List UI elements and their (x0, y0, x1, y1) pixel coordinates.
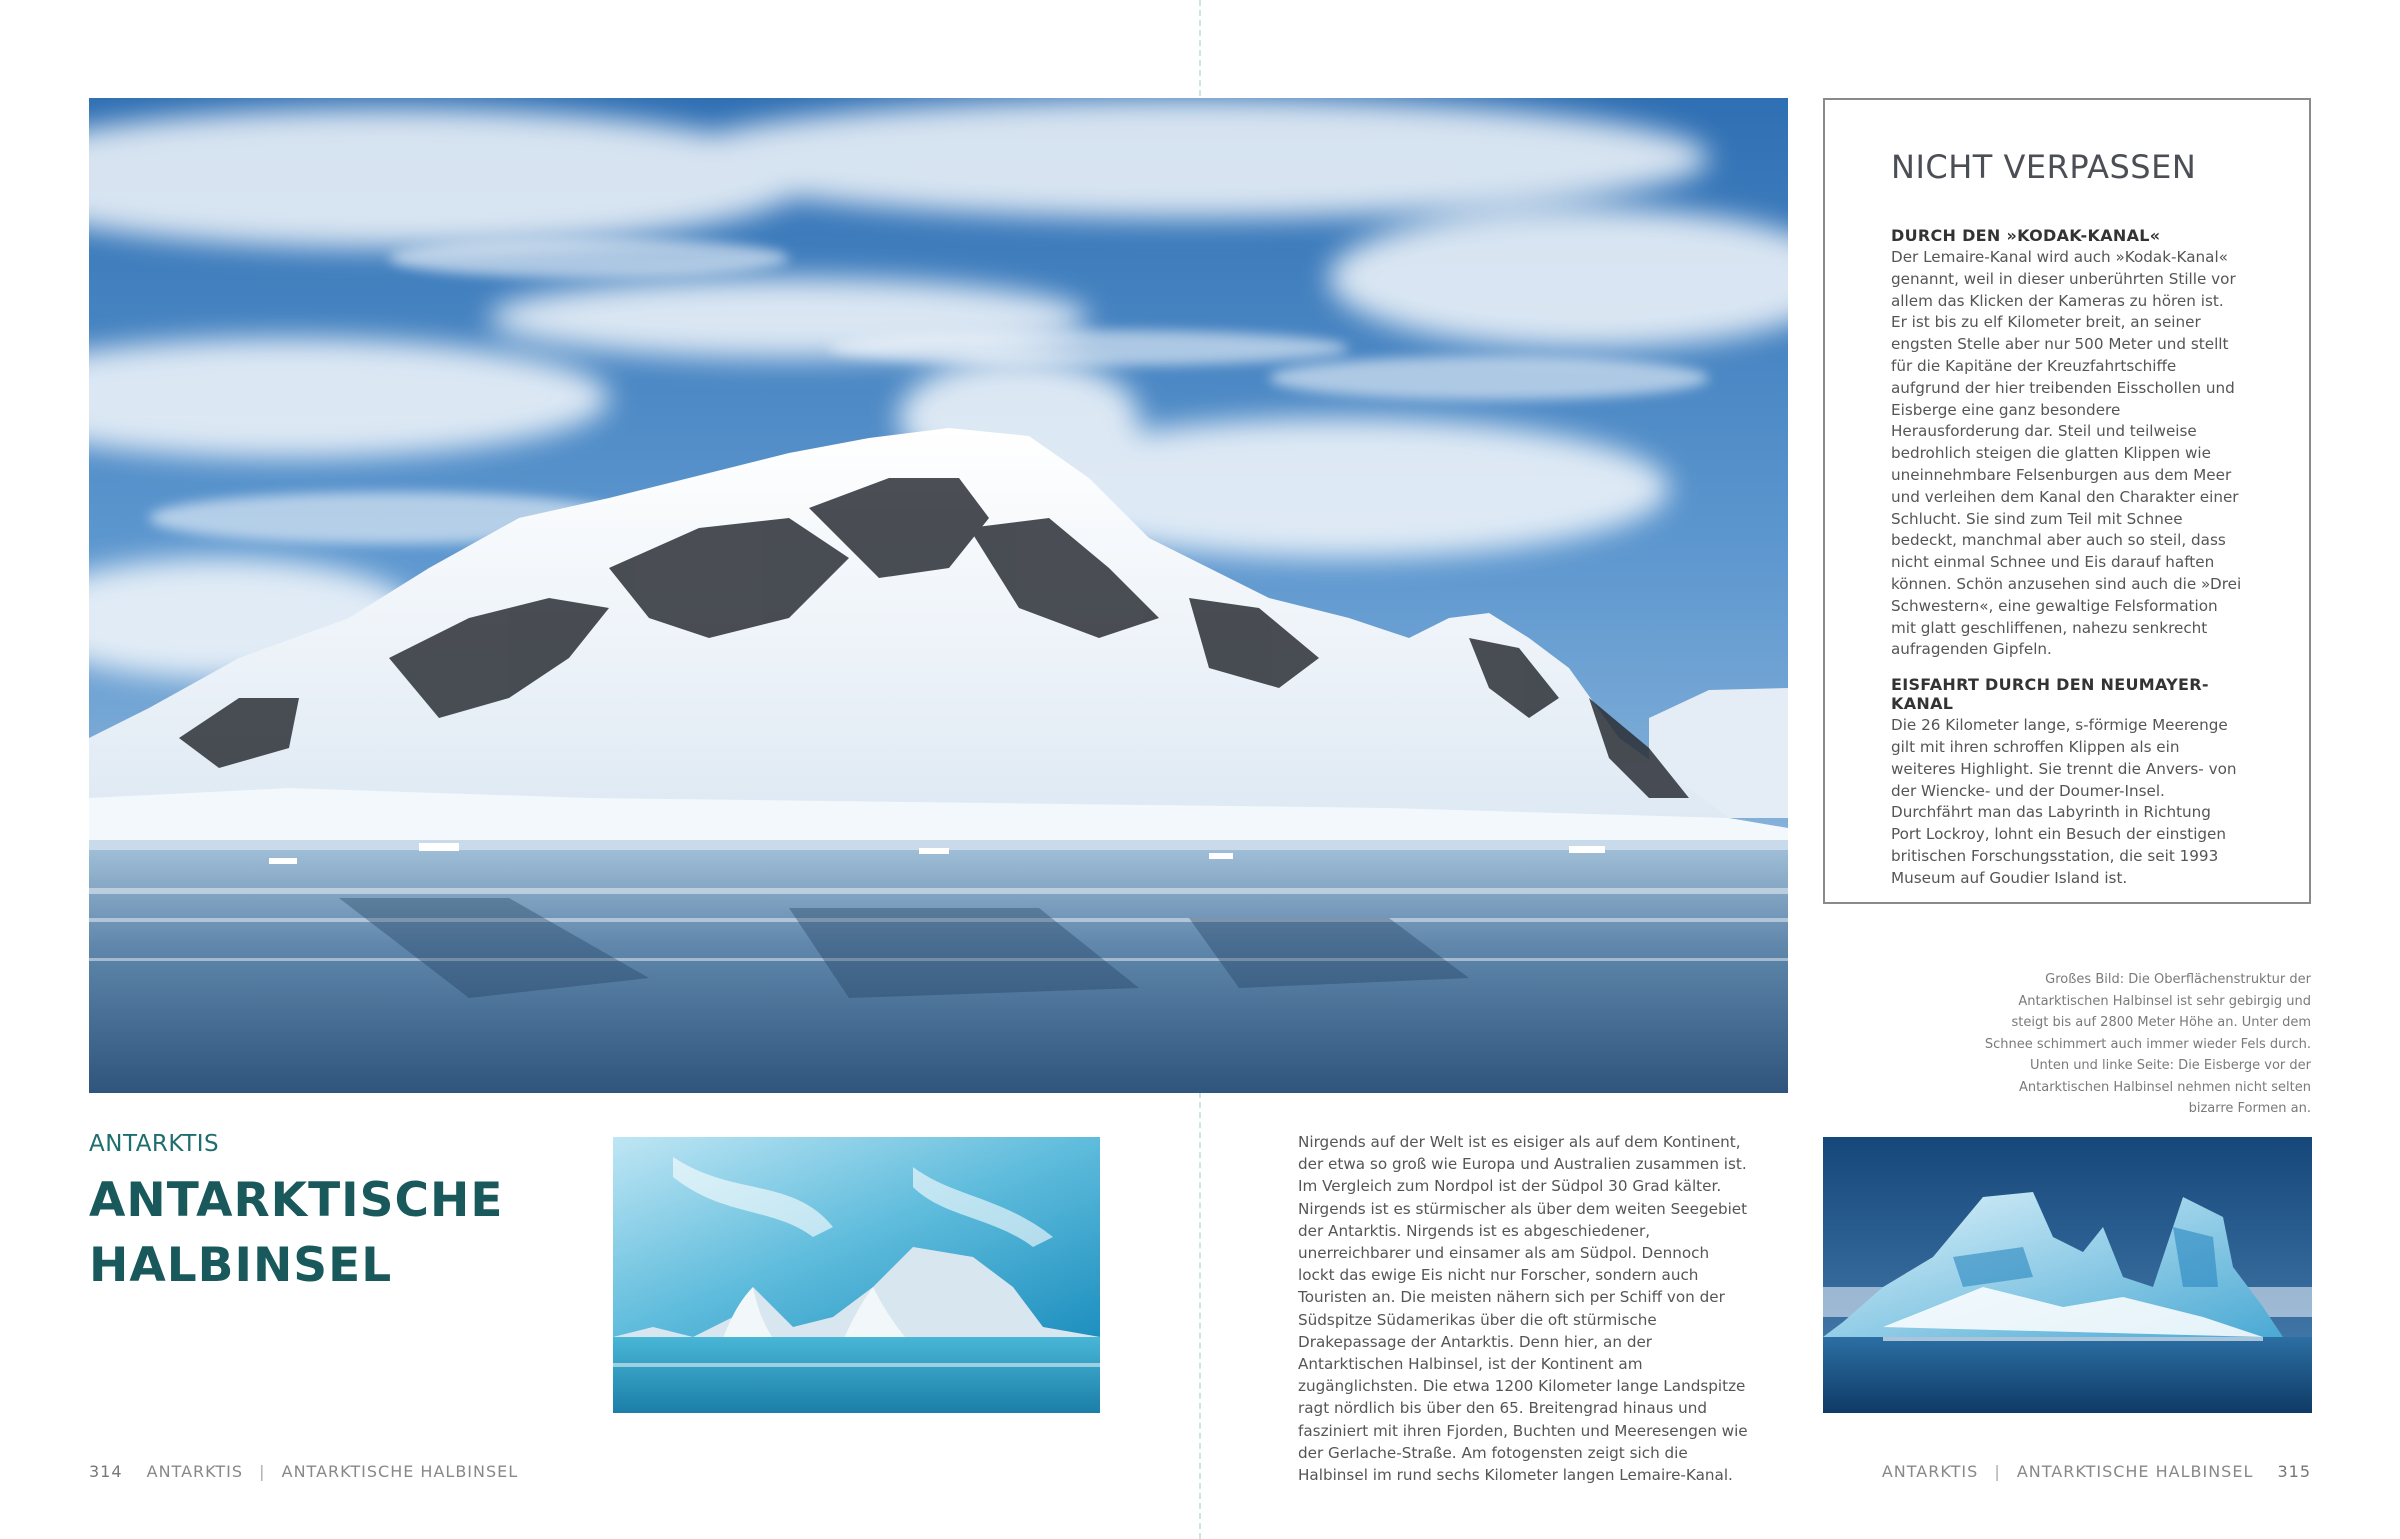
section-kicker: ANTARKTIS (89, 1131, 220, 1157)
sidebar-paragraph: Der Lemaire-Kanal wird auch »Kodak-Kanal« genannt, weil in dieser unberührten Stille vor allem das Klicken der Kameras zu hören ist. Er ist bis zu elf Kilometer breit, an seiner engsten Stelle aber nur 500 Meter und stellt für die Kapitäne der Kreuzfahrtschiffe aufgrund der hier treibenden Eisschollen und Eisberge eine ganz besondere Herausforderung dar. Steil und teilweise bedrohlich steigen die glatten Klippen wie uneinnehmbare Felsenburgen aus dem Meer und verleihen dem Kanal den Charakter einer Schlucht. Sie sind zum Teil mit Schnee bedeckt, manchmal aber auch so steil, dass nicht einmal Schnee und Eis darauf haften können. Schön anzusehen sind auch die »Drei Schwestern«, eine gewaltige Felsformation mit glatt geschliffenen, nahezu senkrecht aufragenden Gipfeln. (1891, 248, 2242, 659)
sidebar-heading: DURCH DEN »KODAK-KANAL« (1891, 226, 2161, 245)
article-body: Nirgends auf der Welt ist es eisiger als auf dem Kontinent, der etwa so groß wie Europa und Australien zusammen ist. Im Vergleich zum Nordpol ist der Südpol 30 Grad kälter. Nirgends ist es stürmischer als über dem weiten Seegebiet der Antarktis. Nirgends ist es abgeschiedener, unerreichbarer und einsamer als am Südpol. Dennoch lockt das ewige Eis nicht nur Forscher, sondern auch Touristen an. Die meisten nähern sich per Schiff von der Südspitze Südamerikas über die oft stürmische Drakepassage der Antarktis. Denn hier, an der Antarktischen Halbinsel, ist der Kontinent am zugänglichsten. Die etwa 1200 Kilometer lange Landspitze ragt nördlich bis über den 65. Breitengrad hinaus und fasziniert mit ihren Fjorden, Buchten und Meeresengen wie der Gerlache-Straße. Am fotogensten zeigt sich die Halbinsel im rund sechs Kilometer langen Lemaire-Kanal. (1298, 1133, 1748, 1485)
iceberg-arch-photo (613, 1137, 1100, 1413)
sidebar-paragraph: Die 26 Kilometer lange, s-förmige Meerenge gilt mit ihren schroffen Klippen als ein weiteres Highlight. Sie trennt die Anvers- von der Wiencke- und der Doumer-Insel. Durchfährt man das Labyrinth in Richtung Port Lockroy, lohnt ein Besuch der einstigen britischen Forschungsstation, die seit 1993 Museum auf Goudier Island ist. (1891, 716, 2237, 887)
sidebar-section-kodak (1891, 226, 2243, 661)
sidebar-box (1823, 98, 2311, 904)
footer-section: ANTARKTIS (146, 1462, 244, 1481)
hero-photo-mountain (89, 98, 1788, 1093)
footer-right (1882, 1462, 2311, 1481)
footer-section: ANTARKTIS (1881, 1462, 1979, 1481)
sidebar-section-neumayer (1891, 675, 2243, 889)
iceberg-sculpture-photo (1823, 1137, 2312, 1413)
footer-left (89, 1462, 518, 1481)
footer-subsection: ANTARKTISCHE HALBINSEL (2016, 1462, 2254, 1481)
photo-caption: Großes Bild: Die Oberflächenstruktur der Antarktischen Halbinsel ist sehr gebirgig und steigt bis auf 2800 Meter Höhe an. Unter dem Schnee schimmert auch immer wieder Fels durch. Unten und linke Seite: Die Eisberge vor der Antarktischen Halbinsel nehmen nicht selten bizarre Formen an. (1984, 972, 2311, 1116)
footer-subsection: ANTARKTISCHE HALBINSEL (281, 1462, 519, 1481)
footer-separator: | (1994, 1462, 2001, 1481)
footer-separator: | (259, 1462, 266, 1481)
page-number-right: 315 (2277, 1462, 2311, 1481)
title-line-2: HALBINSEL (89, 1238, 393, 1293)
page-title (89, 1168, 503, 1298)
sidebar-heading: EISFAHRT DURCH DEN NEUMAYER-KANAL (1891, 675, 2209, 714)
title-line-1: ANTARKTISCHE (89, 1173, 504, 1228)
page-number-left: 314 (89, 1462, 123, 1481)
sidebar-title: NICHT VERPASSEN (1891, 148, 2197, 186)
